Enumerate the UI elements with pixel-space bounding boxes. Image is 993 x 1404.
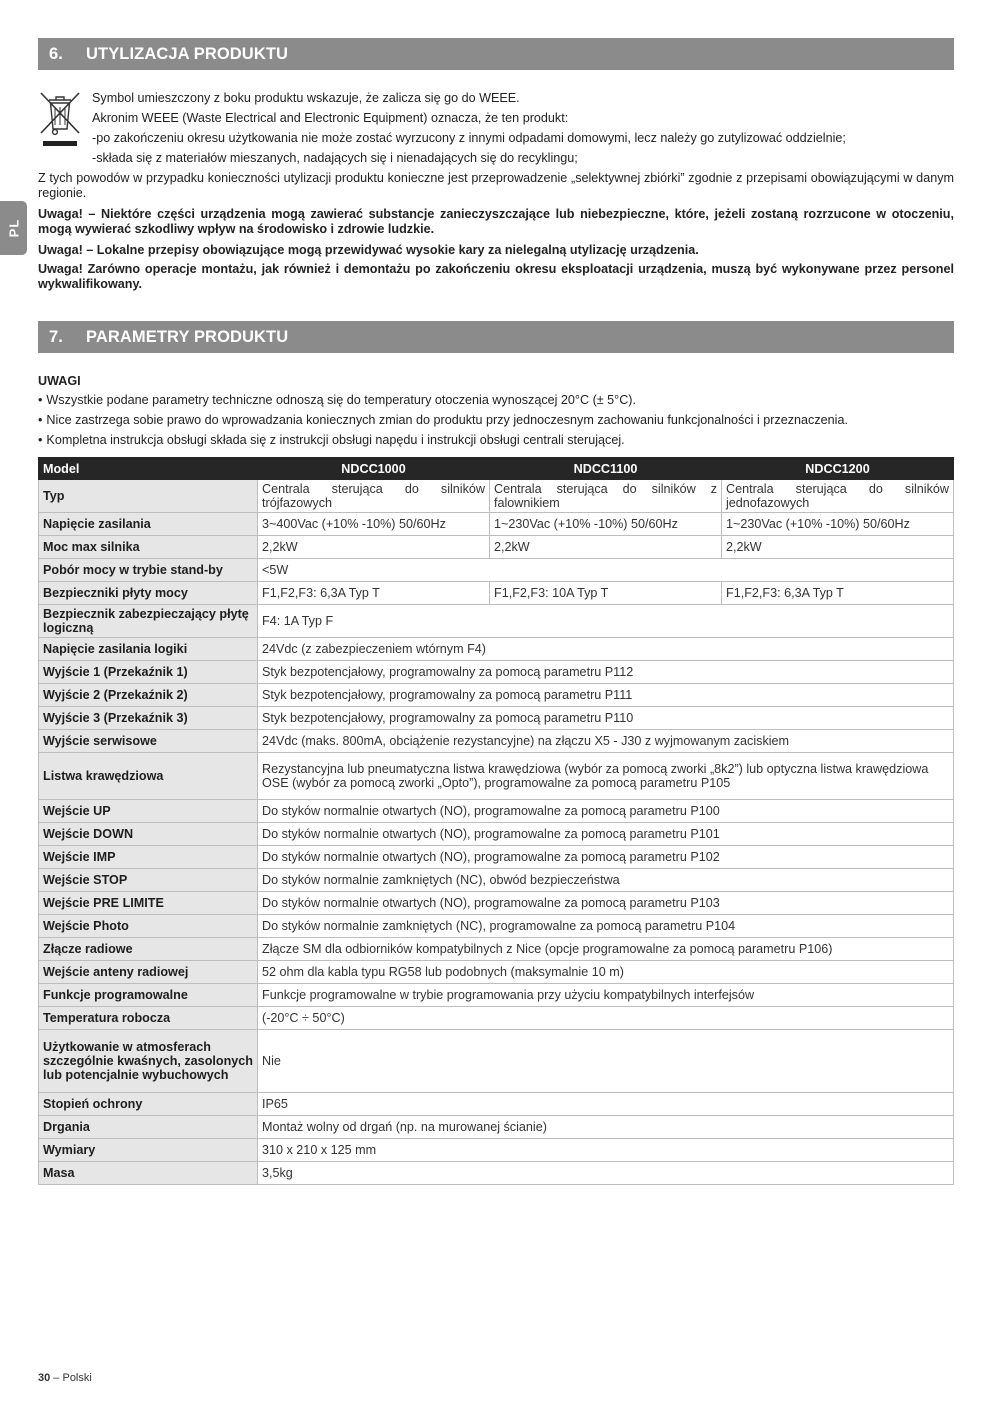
header-ndcc1100: NDCC1100 <box>490 458 722 480</box>
row-label: Wejście Photo <box>39 915 258 938</box>
table-row <box>39 536 954 559</box>
row-label: Bezpiecznik zabezpieczający płytę logiczną <box>39 605 258 638</box>
row-value: 24Vdc (maks. 800mA, obciążenie rezystancyjne) na złączu X5 - J30 z wyjmowanym zaciskiem <box>258 730 954 753</box>
row-label: Napięcie zasilania logiki <box>39 638 258 661</box>
table-row <box>39 684 954 707</box>
table-row <box>39 605 954 638</box>
row-label: Wyjście 2 (Przekaźnik 2) <box>39 684 258 707</box>
row-value: Styk bezpotencjałowy, programowalny za pomocą parametru P112 <box>258 661 954 684</box>
warning-3: Uwaga! Zarówno operacje montażu, jak również i demontażu po zakończeniu okresu eksploatacji urządzenia, muszą być wykonywane przez personel wykwalifikowany. <box>38 262 954 291</box>
table-row <box>39 938 954 961</box>
note-2: • Nice zastrzega sobie prawo do wprowadzania koniecznych zmian do produktu przy jednoczesnym zachowaniu funkcjonalności i przeznaczenia. <box>38 413 848 428</box>
section-7-header <box>38 321 954 353</box>
row-value: F1,F2,F3: 6,3A Typ T <box>258 582 490 605</box>
row-label: Bezpieczniki płyty mocy <box>39 582 258 605</box>
row-value: F1,F2,F3: 6,3A Typ T <box>722 582 954 605</box>
row-value: Do styków normalnie zamkniętych (NC), obwód bezpieczeństwa <box>258 869 954 892</box>
table-row <box>39 638 954 661</box>
table-row <box>39 1030 954 1093</box>
row-value: 24Vdc (z zabezpieczeniem wtórnym F4) <box>258 638 954 661</box>
table-row <box>39 661 954 684</box>
weee-line-2: Akronim WEEE (Waste Electrical and Electronic Equipment) oznacza, że ten produkt: <box>92 111 569 125</box>
row-value: 3~400Vac (+10% -10%) 50/60Hz <box>258 513 490 536</box>
row-value: Rezystancyjna lub pneumatyczna listwa krawędziowa (wybór za pomocą zworki „8k2”) lub optyczna listwa krawędziowa OSE (wybór za pomocą zworki „Opto”), programowalne za pomocą parametru P105 <box>258 753 954 800</box>
section-6-header <box>38 38 954 70</box>
row-value: Do styków normalnie otwartych (NO), programowalne za pomocą parametru P102 <box>258 846 954 869</box>
weee-line-4: -składa się z materiałów mieszanych, nadających się i nienadających się do recyklingu; <box>92 151 578 165</box>
row-value: 2,2kW <box>722 536 954 559</box>
row-value: (-20°C ÷ 50°C) <box>258 1007 954 1030</box>
row-value: Centrala sterująca do silników z falownikiem <box>490 480 722 513</box>
weee-line-1: Symbol umieszczony z boku produktu wskazuje, że zalicza się go do WEEE. <box>92 91 520 105</box>
row-label: Pobór mocy w trybie stand-by <box>39 559 258 582</box>
table-row <box>39 730 954 753</box>
row-label: Typ <box>39 480 258 513</box>
row-value: <5W <box>258 559 954 582</box>
table-row <box>39 753 954 800</box>
table-row <box>39 1116 954 1139</box>
row-label: Napięcie zasilania <box>39 513 258 536</box>
row-label: Moc max silnika <box>39 536 258 559</box>
row-value: Do styków normalnie otwartych (NO), programowalne za pomocą parametru P103 <box>258 892 954 915</box>
table-row <box>39 559 954 582</box>
page-footer <box>38 1372 92 1384</box>
language-tab <box>0 201 27 255</box>
row-value: IP65 <box>258 1093 954 1116</box>
header-model: Model <box>39 458 258 480</box>
row-value: Złącze SM dla odbiorników kompatybilnych z Nice (opcje programowalne za pomocą parametru P106) <box>258 938 954 961</box>
row-value: 2,2kW <box>490 536 722 559</box>
language-tab-label: PL <box>6 218 21 238</box>
row-value: F1,F2,F3: 10A Typ T <box>490 582 722 605</box>
row-value: Centrala sterująca do silników jednofazowych <box>722 480 954 513</box>
table-row <box>39 800 954 823</box>
row-value: Do styków normalnie zamkniętych (NC), programowalne za pomocą parametru P104 <box>258 915 954 938</box>
row-value: 1~230Vac (+10% -10%) 50/60Hz <box>722 513 954 536</box>
table-row <box>39 707 954 730</box>
row-value: Do styków normalnie otwartych (NO), programowalne za pomocą parametru P101 <box>258 823 954 846</box>
product-parameters-table <box>38 457 954 1185</box>
header-ndcc1200: NDCC1200 <box>722 458 954 480</box>
row-label: Wejście STOP <box>39 869 258 892</box>
section-6-number: 6. <box>49 45 63 63</box>
row-label: Drgania <box>39 1116 258 1139</box>
row-label: Użytkowanie w atmosferach szczególnie kwaśnych, zasolonych lub potencjalnie wybuchowych <box>39 1030 258 1093</box>
table-row <box>39 823 954 846</box>
section-7-title: PARAMETRY PRODUKTU <box>86 328 289 346</box>
row-label: Wyjście 3 (Przekaźnik 3) <box>39 707 258 730</box>
row-label: Temperatura robocza <box>39 1007 258 1030</box>
table-row <box>39 915 954 938</box>
table-row <box>39 1139 954 1162</box>
row-label: Listwa krawędziowa <box>39 753 258 800</box>
table-row <box>39 1007 954 1030</box>
table-row <box>39 480 954 513</box>
row-label: Wyjście serwisowe <box>39 730 258 753</box>
row-label: Masa <box>39 1162 258 1185</box>
table-row <box>39 1093 954 1116</box>
table-row <box>39 961 954 984</box>
table-row <box>39 846 954 869</box>
section-7-number: 7. <box>49 328 63 346</box>
row-label: Stopień ochrony <box>39 1093 258 1116</box>
notes-heading: UWAGI <box>38 374 81 388</box>
table-row <box>39 892 954 915</box>
row-value: Styk bezpotencjałowy, programowalny za pomocą parametru P111 <box>258 684 954 707</box>
row-value: Do styków normalnie otwartych (NO), programowalne za pomocą parametru P100 <box>258 800 954 823</box>
row-value: Styk bezpotencjałowy, programowalny za pomocą parametru P110 <box>258 707 954 730</box>
row-label: Funkcje programowalne <box>39 984 258 1007</box>
page-number: 30 <box>38 1372 51 1384</box>
warning-2: Uwaga! – Lokalne przepisy obowiązujące mogą przewidywać wysokie kary za nielegalną utylizację urządzenia. <box>38 243 699 257</box>
weee-crossed-bin-icon <box>38 90 82 148</box>
row-value: 3,5kg <box>258 1162 954 1185</box>
note-3: • Kompletna instrukcja obsługi składa się z instrukcji obsługi napędu i instrukcji obsługi centrali sterującej. <box>38 433 625 448</box>
selective-collection-paragraph: Z tych powodów w przypadku konieczności utylizacji produktu konieczne jest przeprowadzenie „selektywnej zbiórki” zgodnie z przepisami obowiązującymi w danym regionie. <box>38 171 954 200</box>
row-value: 310 x 210 x 125 mm <box>258 1139 954 1162</box>
row-value: 52 ohm dla kabla typu RG58 lub podobnych (maksymalnie 10 m) <box>258 961 954 984</box>
table-header-row <box>39 458 954 480</box>
row-value: Nie <box>258 1030 954 1093</box>
row-label: Wejście DOWN <box>39 823 258 846</box>
row-label: Wejście anteny radiowej <box>39 961 258 984</box>
footer-language: – Polski <box>50 1372 92 1384</box>
table-row <box>39 869 954 892</box>
row-value: 1~230Vac (+10% -10%) 50/60Hz <box>490 513 722 536</box>
note-1: • Wszystkie podane parametry techniczne odnoszą się do temperatury otoczenia wynoszącej 20°C (± 5°C). <box>38 393 636 408</box>
weee-line-3: -po zakończeniu okresu użytkowania nie może zostać wyrzucony z innymi odpadami domowymi, lecz należy go zutylizować oddzielnie; <box>92 131 846 145</box>
header-ndcc1000: NDCC1000 <box>258 458 490 480</box>
section-6-title: UTYLIZACJA PRODUKTU <box>86 45 289 63</box>
table-row <box>39 582 954 605</box>
table-row <box>39 513 954 536</box>
row-value: 2,2kW <box>258 536 490 559</box>
row-value: Montaż wolny od drgań (np. na murowanej ścianie) <box>258 1116 954 1139</box>
row-label: Wejście PRE LIMITE <box>39 892 258 915</box>
table-row <box>39 1162 954 1185</box>
row-label: Wejście UP <box>39 800 258 823</box>
row-value: Funkcje programowalne w trybie programowania przy użyciu kompatybilnych interfejsów <box>258 984 954 1007</box>
row-label: Wejście IMP <box>39 846 258 869</box>
row-value: F4: 1A Typ F <box>258 605 954 638</box>
row-label: Wymiary <box>39 1139 258 1162</box>
warning-1: Uwaga! – Niektóre części urządzenia mogą zawierać substancje zanieczyszczające lub niebezpieczne, które, jeżeli zostaną rozrzucone w otoczeniu, mogą wywierać szkodliwy wpływ na środowisko i zdrowie ludzkie. <box>38 207 954 236</box>
row-value: Centrala sterująca do silników trójfazowych <box>258 480 490 513</box>
table-row <box>39 984 954 1007</box>
row-label: Złącze radiowe <box>39 938 258 961</box>
row-label: Wyjście 1 (Przekaźnik 1) <box>39 661 258 684</box>
